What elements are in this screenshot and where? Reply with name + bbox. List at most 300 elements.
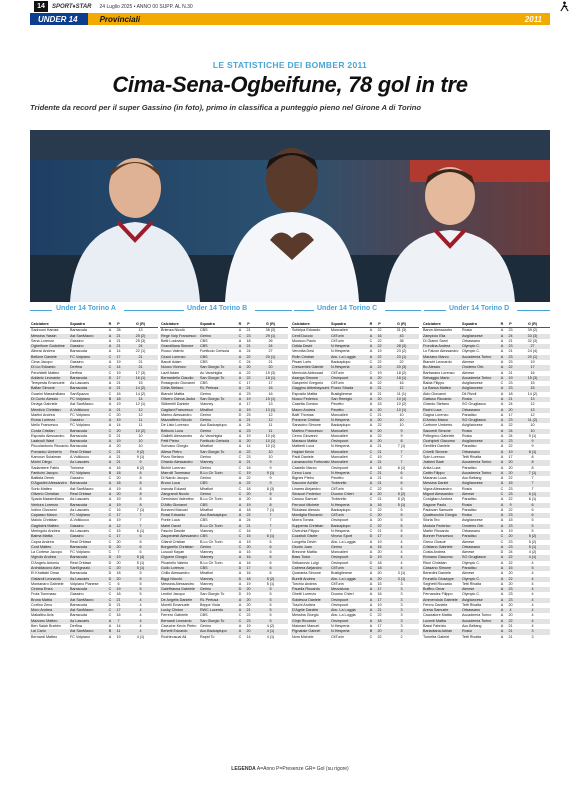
player-name: Giguere Giorgio [160,555,199,560]
goals-cell: 10 (2) [396,402,407,407]
goals-cell: 8 [253,492,288,497]
goals-cell: 20 [253,365,288,370]
player-name: Cima Jacopo [31,359,53,364]
team-name: Accademia Torino [461,471,498,476]
player-name: Zaupedesti Alessandro [161,534,199,539]
appearances-cell: 20 [375,397,384,402]
appearances-cell: 20 [375,629,384,634]
appearances-cell: 22 [375,344,384,349]
team-name: Almese [461,587,498,592]
goals-cell: 24 [123,344,158,349]
team-name: Olympic C. [461,577,498,582]
team-name: Abc. La Loggia [331,613,356,618]
team-name: SO Grugliasco [462,402,486,407]
team-name: Barracuda [69,503,106,508]
age-cell: A [236,608,244,613]
team-name: Badcaplupo [330,524,367,529]
appearances-cell: 17 [246,402,251,407]
team-name: As Lascaris [70,507,90,512]
appearances-cell: 16 [246,560,251,565]
player-name: Modola Federico [422,524,461,529]
team-name: Gerino [330,545,367,550]
team-name: Mirafiori [199,408,236,413]
age-cell: C [238,486,242,491]
team-name: CitTurin [331,581,344,586]
player-name: Martin Riccardo [423,528,449,533]
goals-cell: 8 (3) [266,486,275,491]
goals-cell: 8 [531,455,534,460]
player-name: Marasco Mattia [291,439,330,444]
appearances-cell: 23 [508,486,513,491]
goals-cell: 6 [531,507,534,512]
goals-cell: 19 (3) [265,370,276,375]
player-name: Gullo Lorenzo [160,566,199,571]
appearances-cell: 21 [377,528,382,533]
appearances-cell: 19 [244,397,253,402]
age-cell: A [236,524,244,529]
team-name: B.Lo Ch Turin [200,497,223,502]
goals-cell: 39 (2) [527,328,538,333]
goals-cell: 9 [123,460,158,465]
player-name: Perchitelli Matteo [31,370,60,375]
age-cell: C [108,581,112,586]
age-cell: A [498,629,506,634]
appearances-cell: 21 [375,386,384,391]
player-name: Moro Andrea [30,608,69,613]
goals-cell: 12 [268,412,273,417]
goals-cell: 11 [138,423,143,428]
goals-cell: 12 [253,418,288,423]
goals-cell: 8 [123,481,158,486]
appearances-cell: 21 [244,460,253,465]
goals-cell: 18 (2) [396,370,407,375]
age-cell: A [498,503,506,508]
player-name: Di Nardo Jacopo [161,476,189,481]
goals-cell: 8 [384,439,419,444]
player-name: Alfonsi Andrea [31,349,55,354]
appearances-cell: 22 [377,486,382,491]
age-cell: A [498,577,506,582]
team-name: San Giorgio To [199,376,236,381]
player-name: Mignot Alessandro [422,492,461,497]
appearances-cell: 20 [244,629,253,634]
age-cell: A [236,439,244,444]
appearances-cell: 19 [506,450,515,455]
goals-cell: 5 (1) [123,566,158,571]
goals-cell: 5 (1) [136,560,145,565]
player-name: Bonner Francesco [422,534,461,539]
age-cell: A [500,571,504,576]
team-name: B.Lo Ch Turin [200,539,223,544]
age-cell: A [108,349,112,354]
team-name: A.Volklocco [69,408,106,413]
age-cell: A [367,408,375,413]
goals-cell: 4 [384,555,419,560]
player-name: Cristiano Gabriele [422,545,461,550]
appearances-cell: 22 [375,355,384,360]
player-name: Messina Daniel [422,481,461,486]
age-cell: D [108,560,112,565]
team-name: CBS [200,359,208,364]
age-cell: A [367,481,375,486]
table-row [422,460,550,465]
goals-cell: 5 (1) [266,581,275,586]
age-cell: C [238,634,242,639]
age-cell: C [236,619,244,624]
appearances-cell: 22 [244,481,253,486]
appearances-cell: 15 [246,550,251,555]
section-year: 2011 [524,14,542,24]
age-cell: C [108,592,112,597]
player-name: Lai Carlo [30,629,69,634]
goals-cell: 3 [384,587,419,592]
legend-text: A=Anno P=Presenze GR= Gol (su rigore) [256,766,349,772]
appearances-cell: 15 [506,566,515,571]
goals-cell: 27 [268,349,273,354]
player-name: Mazzaro Matteo [30,619,69,624]
goals-cell: 38 [399,338,404,343]
age-cell: C [500,539,504,544]
goals-cell: 4 [515,587,550,592]
player-name: Crivelli Simone [422,450,461,455]
player-name: Addario Leonardo [30,376,69,381]
age-cell: C [369,613,373,618]
goals-cell: 16 [268,391,273,396]
player-name: Pignatale Gabriel [291,629,330,634]
team-name: Trofarello [331,497,347,502]
age-cell: C [369,507,373,512]
column-header: R [498,322,506,328]
player-name: Castello Marco [292,465,317,470]
appearances-cell: 7 [114,619,123,624]
goals-cell: 6 [269,560,272,565]
age-cell: A [498,418,506,423]
appearances-cell: 24 [508,550,513,555]
goals-cell: 7 [400,455,403,460]
team-name: Tetti Rivalta [462,634,482,639]
appearances-cell: 21 [377,497,382,502]
age-cell: C [106,429,114,434]
player-name: Spin Lorenzo [423,455,445,460]
appearances-cell: 19 [114,439,123,444]
age-cell: A [238,550,242,555]
player-name: Ricci Christian [423,560,447,565]
goals-cell: 9 [384,429,419,434]
appearances-cell: 16 [116,465,121,470]
age-cell: D [106,545,114,550]
player-name: D'Alfio Giovanni [160,503,199,508]
team-name: Orbassano [461,450,498,455]
goals-cell: 6 [269,539,272,544]
age-cell: A [500,560,504,565]
player-name: Di Cunto Alessio [30,397,69,402]
age-cell: A [106,503,114,508]
appearances-cell: 23 [506,545,515,550]
team-name: Moncalieri [331,328,348,333]
team-name: N.Hesperia [330,344,367,349]
appearances-cell: 20 [375,376,384,381]
goals-cell: 5 [253,598,288,603]
team-name: Gerino [199,429,236,434]
player-name: Nuoco Vicenzo [160,365,199,370]
player-name: Brienza Nicolò [161,328,185,333]
player-name: Bruno Luca [160,481,199,486]
age-cell: A [369,571,373,576]
goals-cell: 4 [531,613,534,618]
goals-cell: 20 (1) [253,355,288,360]
player-name: Ferero Daniele [423,602,448,607]
player-name: Gattuso Riccardo [422,397,461,402]
player-name: Rocco Valerio [161,349,184,354]
player-name: Bernardello Claudio [160,376,199,381]
team-name: CitTurin [331,370,344,375]
appearances-cell: 23 [506,439,515,444]
goals-cell: 6 [384,471,419,476]
age-cell: A [108,624,112,629]
appearances-cell: 21 [508,370,513,375]
player-name: Montanaro Gabriele [31,581,64,586]
appearances-cell: 20 [116,560,121,565]
appearances-cell: 19 [508,528,513,533]
age-cell: C [106,365,114,370]
player-name: Zangrandi Nicolò [160,492,199,497]
team-name: Paradiso [461,566,498,571]
team-name: Olympic C. [462,349,481,354]
team-name: Accademia Torino [462,613,492,618]
team-name: Moncalieri [330,450,367,455]
scorers-table-a [30,322,158,640]
player-name: Ferrucci Michele [291,503,330,508]
appearances-cell: 23 [246,412,251,417]
player-name: Gislandi Leonardo [30,577,69,582]
appearances-cell: 18 [244,577,253,582]
age-cell: A [106,334,114,339]
team-name: N.Hesperia [330,471,367,476]
appearances-cell: 19 [116,497,121,502]
appearances-cell: 20 [244,598,253,603]
goals-cell: 11 [253,429,288,434]
age-cell: A [500,433,504,438]
goals-cell: 6 (1) [515,492,550,497]
column-header: Squadra [461,322,498,328]
goals-cell: 9 (1) [136,455,145,460]
goals-cell: 9 (1) [528,433,537,438]
goals-cell: 23 (1) [384,355,419,360]
age-cell: A [108,497,112,502]
player-name: Linares Alejandro [292,486,321,491]
table-row [160,423,288,428]
appearances-cell: 20 [508,465,513,470]
player-name: Longella Devin [292,539,317,544]
appearances-cell: 22 [377,359,382,364]
age-cell: A [106,619,114,624]
appearances-cell: 20 [246,497,251,502]
player-name: Gagna Lorenzo [423,412,449,417]
appearances-cell: 22 [377,328,382,333]
team-name: N.Hesperia [330,629,367,634]
appearances-cell: 20 [244,365,253,370]
team-name: Gerino [199,418,236,423]
age-cell: A [498,355,506,360]
team-name: San Giorgio To [199,619,236,624]
goals-cell: 5 [400,528,403,533]
appearances-cell: 22 [508,560,513,565]
team-name: SanSpazzo [70,391,89,396]
goals-cell: 16 [530,370,535,375]
player-name: Cerco Luca [291,471,330,476]
appearances-cell: 20 [114,492,123,497]
age-cell: A [367,587,375,592]
appearances-cell: 23 [506,524,515,529]
team-name: Acc.Badcaplupo [199,629,236,634]
appearances-cell: 17 [246,381,251,386]
team-name: Orsinpoort [331,518,349,523]
appearances-cell: 21 [506,629,515,634]
appearances-cell: 15 [244,534,253,539]
goals-cell: 7 [139,518,142,523]
goals-cell: 4 [531,581,534,586]
age-cell: A [369,328,373,333]
age-cell: D [500,550,504,555]
appearances-cell: 16 [375,334,384,339]
age-cell: C [108,539,112,544]
goals-cell: 4 [139,624,142,629]
appearances-cell: 20 [506,534,515,539]
team-name: Mirafiori [200,507,214,512]
player-name: Rachi Luca [422,408,461,413]
appearances-cell: 18 [508,391,513,396]
team-name: CitTurin [331,486,344,491]
goals-cell: 23 (2) [396,349,407,354]
team-name: Barracuda [69,587,106,592]
goals-cell: 11 (2) [515,418,550,423]
goals-cell: 7 [269,528,272,533]
appearances-cell: 23 [506,418,515,423]
goals-cell: 4 [531,624,534,629]
goals-cell: 5 [139,592,142,597]
goals-cell: 4 [400,539,403,544]
age-cell: A [367,376,375,381]
goals-cell: 5 [400,507,403,512]
player-name: Mazzafferro Nicolò [160,418,199,423]
age-cell: A [367,418,375,423]
appearances-cell: 21 [244,344,253,349]
goals-cell: 3 (1) [384,577,419,582]
age-cell: A [500,412,504,417]
player-name: Schiripa Edoardo [292,328,321,333]
column-header: G (R) [123,322,158,328]
age-cell: A [108,518,112,523]
player-name: Di Gianni Sami [423,338,448,343]
appearances-cell: 22 [244,355,253,360]
age-cell: A [369,433,373,438]
player-name: Vigna Alessandro [423,486,452,491]
goals-cell: 29 (1) [253,334,288,339]
team-name: FC Volpiano [69,513,106,518]
team-name: SO Grugliasco [461,555,498,560]
age-cell: D [108,571,112,576]
appearances-cell: 20 [508,581,513,586]
goals-cell: 4 [400,560,403,565]
age-cell: A [498,439,506,444]
appearances-cell: 19 [244,471,253,476]
player-name: Grilla Stefano [160,386,199,391]
team-name: Paradiso [462,497,477,502]
age-cell: C [367,524,375,529]
appearances-cell: 16 [246,465,251,470]
team-name: Abc. La Loggia [330,355,367,360]
goals-cell: 10 [515,429,550,434]
goals-cell: 18 (1) [253,376,288,381]
age-cell: A [106,408,114,413]
appearances-cell: 20 [508,602,513,607]
goals-cell: 5 (2) [528,539,537,544]
team-name: Orsinpoort [331,560,349,565]
goals-cell: 9 (1) [253,471,288,476]
team-name: Rapid To [200,634,215,639]
player-name: Rossi Edoardo [160,513,199,518]
player-name: Mendicò Christian [30,408,69,413]
team-name: Gassino [69,524,106,529]
goals-cell: 8 [515,460,550,465]
goals-cell: 14 [123,397,158,402]
appearances-cell: 20 [244,587,253,592]
player-name: Ferrero Gabriele [161,613,189,618]
goals-cell: 5 (4) [123,555,158,560]
appearances-cell: 22 [246,613,251,618]
player-name: Maiolo Christian [31,518,58,523]
appearances-cell: 21 [508,349,513,354]
age-cell: A [369,349,373,354]
appearances-cell: 15 [377,402,382,407]
goals-cell: 11 [123,418,158,423]
appearances-cell: 19 [116,402,121,407]
team-name: Orbassano [462,528,481,533]
age-cell: C [106,513,114,518]
goals-cell: 8 [123,492,158,497]
age-cell: B [106,471,114,476]
appearances-cell: 22 [244,376,253,381]
player-name: Gasperini Gregorio [292,381,324,386]
age-cell: A [500,624,504,629]
age-cell: C [367,471,375,476]
age-cell: A [106,460,114,465]
player-name: Allesa Pietro [160,450,199,455]
section-bar [30,13,550,25]
appearances-cell: 28 [116,328,121,333]
age-cell: C [238,465,242,470]
age-cell: C [106,355,114,360]
team-name: Barracuda [70,602,88,607]
age-cell: A [498,365,506,370]
age-cell: A [238,402,242,407]
appearances-cell: 18 [246,507,251,512]
player-name: Rege Volp Francesco [160,334,199,339]
team-name: Vianney [199,460,236,465]
goals-cell: 4 (1) [266,634,275,639]
appearances-cell: 23 [508,592,513,597]
goals-cell: 4 [515,577,550,582]
team-name: Badcaplupo [331,359,351,364]
appearances-cell: 18 [375,619,384,624]
goals-cell: 17 [268,381,273,386]
goals-cell: 7 [253,524,288,529]
player-name: Spada Massimiliano [31,497,64,502]
player-name: Veronita Desi [292,349,314,354]
goals-cell: 3 [400,592,403,597]
player-name: Benedini Daniele [423,571,451,576]
team-name: Gerino [199,587,236,592]
